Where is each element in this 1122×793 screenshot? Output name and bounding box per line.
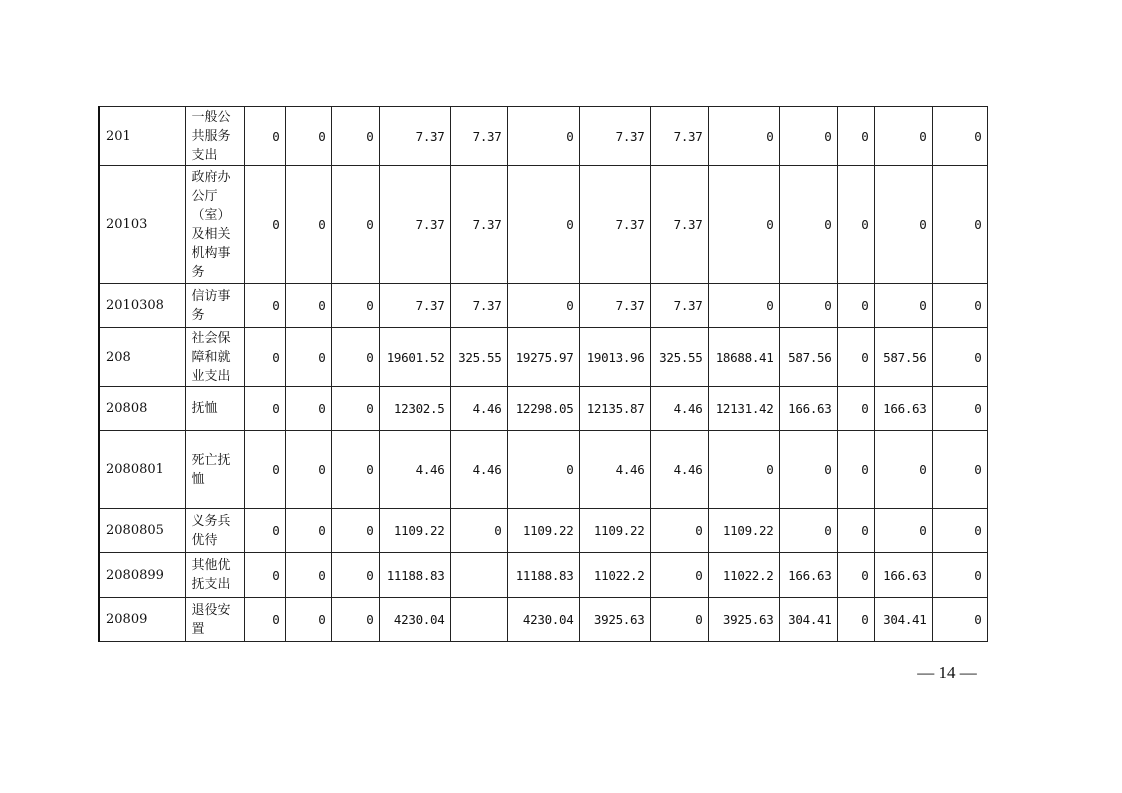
budget-table-container — [98, 106, 988, 642]
amount-cell: 0 — [708, 284, 779, 328]
subject-name-cell: 政府办公厅（室）及相关机构事务 — [185, 166, 244, 284]
subject-code-cell: 208 — [99, 328, 185, 387]
amount-cell: 7.37 — [450, 284, 507, 328]
amount-cell: 0 — [507, 284, 579, 328]
amount-cell: 19601.52 — [379, 328, 450, 387]
amount-cell: 0 — [331, 553, 379, 598]
amount-cell — [450, 598, 507, 642]
amount-cell: 0 — [331, 166, 379, 284]
subject-code-cell: 201 — [99, 107, 185, 166]
table-row — [99, 284, 987, 328]
amount-cell: 166.63 — [779, 387, 837, 431]
amount-cell: 11022.2 — [579, 553, 650, 598]
table-row — [99, 431, 987, 509]
amount-cell: 12131.42 — [708, 387, 779, 431]
amount-cell: 0 — [331, 284, 379, 328]
amount-cell: 7.37 — [379, 107, 450, 166]
amount-cell: 0 — [331, 509, 379, 553]
table-row — [99, 509, 987, 553]
amount-cell: 166.63 — [874, 387, 932, 431]
amount-cell: 0 — [285, 284, 331, 328]
amount-cell: 0 — [932, 166, 987, 284]
amount-cell: 12302.5 — [379, 387, 450, 431]
amount-cell: 0 — [244, 107, 285, 166]
amount-cell — [450, 553, 507, 598]
amount-cell: 0 — [331, 328, 379, 387]
amount-cell: 0 — [837, 431, 874, 509]
amount-cell: 0 — [650, 598, 708, 642]
amount-cell: 0 — [837, 284, 874, 328]
amount-cell: 4.46 — [450, 431, 507, 509]
amount-cell: 7.37 — [579, 107, 650, 166]
amount-cell: 587.56 — [874, 328, 932, 387]
amount-cell: 0 — [837, 553, 874, 598]
amount-cell: 304.41 — [874, 598, 932, 642]
amount-cell: 0 — [650, 553, 708, 598]
amount-cell: 0 — [779, 107, 837, 166]
subject-code-cell: 2080801 — [99, 431, 185, 509]
amount-cell: 0 — [837, 387, 874, 431]
table-row — [99, 166, 987, 284]
amount-cell: 0 — [331, 387, 379, 431]
amount-cell: 1109.22 — [579, 509, 650, 553]
amount-cell: 0 — [874, 107, 932, 166]
subject-name-cell: 信访事务 — [185, 284, 244, 328]
subject-name-cell: 义务兵优待 — [185, 509, 244, 553]
subject-code-cell: 20809 — [99, 598, 185, 642]
amount-cell: 0 — [874, 509, 932, 553]
amount-cell: 11188.83 — [379, 553, 450, 598]
amount-cell: 0 — [779, 166, 837, 284]
amount-cell: 4.46 — [650, 387, 708, 431]
amount-cell: 166.63 — [874, 553, 932, 598]
amount-cell: 11022.2 — [708, 553, 779, 598]
amount-cell: 0 — [932, 107, 987, 166]
amount-cell: 4230.04 — [507, 598, 579, 642]
amount-cell: 0 — [285, 431, 331, 509]
amount-cell: 0 — [837, 509, 874, 553]
amount-cell: 0 — [244, 598, 285, 642]
amount-cell: 3925.63 — [708, 598, 779, 642]
amount-cell: 0 — [244, 509, 285, 553]
amount-cell: 0 — [244, 166, 285, 284]
amount-cell: 0 — [650, 509, 708, 553]
amount-cell: 7.37 — [579, 284, 650, 328]
amount-cell: 4230.04 — [379, 598, 450, 642]
amount-cell: 19275.97 — [507, 328, 579, 387]
subject-code-cell: 20808 — [99, 387, 185, 431]
amount-cell: 0 — [285, 387, 331, 431]
subject-code-cell: 2080805 — [99, 509, 185, 553]
amount-cell: 0 — [837, 166, 874, 284]
amount-cell: 18688.41 — [708, 328, 779, 387]
amount-cell: 0 — [932, 431, 987, 509]
table-row — [99, 328, 987, 387]
amount-cell: 0 — [285, 553, 331, 598]
amount-cell: 0 — [450, 509, 507, 553]
amount-cell: 0 — [507, 166, 579, 284]
amount-cell: 0 — [779, 431, 837, 509]
amount-cell: 0 — [708, 166, 779, 284]
amount-cell: 4.46 — [650, 431, 708, 509]
amount-cell: 0 — [244, 284, 285, 328]
subject-code-cell: 20103 — [99, 166, 185, 284]
amount-cell: 7.37 — [379, 284, 450, 328]
amount-cell: 0 — [837, 107, 874, 166]
subject-name-cell: 抚恤 — [185, 387, 244, 431]
amount-cell: 0 — [285, 166, 331, 284]
amount-cell: 1109.22 — [507, 509, 579, 553]
amount-cell: 0 — [244, 328, 285, 387]
amount-cell: 4.46 — [379, 431, 450, 509]
amount-cell: 7.37 — [450, 166, 507, 284]
amount-cell: 0 — [244, 387, 285, 431]
amount-cell: 0 — [779, 284, 837, 328]
table-row — [99, 387, 987, 431]
table-row — [99, 107, 987, 166]
amount-cell: 7.37 — [650, 284, 708, 328]
amount-cell: 0 — [285, 598, 331, 642]
amount-cell: 0 — [285, 509, 331, 553]
amount-cell: 0 — [331, 598, 379, 642]
amount-cell: 0 — [874, 166, 932, 284]
amount-cell: 7.37 — [650, 107, 708, 166]
amount-cell: 11188.83 — [507, 553, 579, 598]
amount-cell: 0 — [874, 431, 932, 509]
page-number: — 14 — — [917, 663, 977, 682]
subject-code-cell: 2010308 — [99, 284, 185, 328]
subject-name-cell: 其他优抚支出 — [185, 553, 244, 598]
amount-cell: 12135.87 — [579, 387, 650, 431]
amount-cell: 3925.63 — [579, 598, 650, 642]
amount-cell: 0 — [932, 284, 987, 328]
amount-cell: 7.37 — [379, 166, 450, 284]
subject-code-cell: 2080899 — [99, 553, 185, 598]
amount-cell: 0 — [837, 328, 874, 387]
table-body — [99, 107, 987, 642]
amount-cell: 7.37 — [650, 166, 708, 284]
amount-cell: 0 — [779, 509, 837, 553]
amount-cell: 4.46 — [450, 387, 507, 431]
table-row — [99, 598, 987, 642]
amount-cell: 0 — [331, 431, 379, 509]
amount-cell: 1109.22 — [379, 509, 450, 553]
amount-cell: 0 — [507, 431, 579, 509]
amount-cell: 0 — [932, 553, 987, 598]
amount-cell: 0 — [932, 509, 987, 553]
amount-cell: 0 — [874, 284, 932, 328]
amount-cell: 0 — [708, 431, 779, 509]
amount-cell: 1109.22 — [708, 509, 779, 553]
budget-table — [98, 106, 988, 642]
subject-name-cell: 社会保障和就业支出 — [185, 328, 244, 387]
amount-cell: 0 — [244, 431, 285, 509]
amount-cell: 0 — [932, 598, 987, 642]
amount-cell: 19013.96 — [579, 328, 650, 387]
amount-cell: 0 — [331, 107, 379, 166]
amount-cell: 0 — [285, 107, 331, 166]
amount-cell: 0 — [285, 328, 331, 387]
amount-cell: 12298.05 — [507, 387, 579, 431]
amount-cell: 304.41 — [779, 598, 837, 642]
amount-cell: 7.37 — [579, 166, 650, 284]
amount-cell: 0 — [507, 107, 579, 166]
amount-cell: 0 — [932, 328, 987, 387]
table-row — [99, 553, 987, 598]
amount-cell: 0 — [837, 598, 874, 642]
amount-cell: 0 — [932, 387, 987, 431]
amount-cell: 4.46 — [579, 431, 650, 509]
subject-name-cell: 一般公共服务支出 — [185, 107, 244, 166]
amount-cell: 0 — [708, 107, 779, 166]
amount-cell: 166.63 — [779, 553, 837, 598]
amount-cell: 325.55 — [650, 328, 708, 387]
subject-name-cell: 死亡抚恤 — [185, 431, 244, 509]
amount-cell: 0 — [244, 553, 285, 598]
subject-name-cell: 退役安置 — [185, 598, 244, 642]
amount-cell: 587.56 — [779, 328, 837, 387]
amount-cell: 7.37 — [450, 107, 507, 166]
amount-cell: 325.55 — [450, 328, 507, 387]
